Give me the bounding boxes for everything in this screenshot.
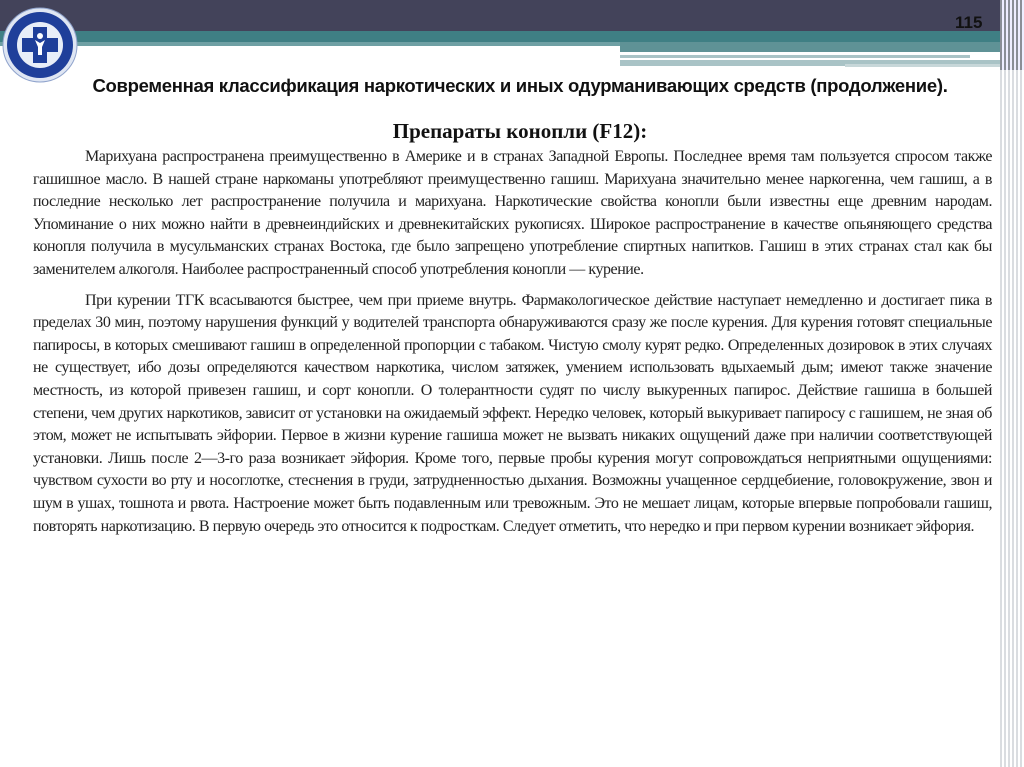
page-number: 115 (955, 13, 983, 32)
header-band-teal-light (0, 42, 620, 46)
right-edge-lines-top (1000, 0, 1024, 70)
header-stripe (845, 64, 1000, 67)
slide-subtitle: Препараты конопли (F12): (392, 119, 648, 143)
header-band-teal (0, 31, 1000, 42)
logo (2, 7, 78, 83)
header-stripe (620, 42, 1000, 52)
header-stripe (620, 55, 970, 58)
header-band-dark (0, 0, 1000, 31)
paragraph: Марихуана распространена преимущественно в Америке и в странах Западной Европы. Последнее время там пользуется спросом также гашишное масло. В нашей стране наркоманы употребляют преимущественно гашиш. Марихуана значительно менее наркогенна, чем гашиш, а в последние несколько лет распространение получила и марихуана. Наркотические свойства конопли были известны еще древним народам. Упоминание о них можно найти в древнеиндийских и древнекитайских рукописях. Широкое распространение в качестве опьяняющего средства конопля получила в мусульманских странах Востока, где было запрещено употребление спиртных напитков. Гашиш в этих странах стал как бы заменителем алкоголя. Наиболее распространенный способ употребления конопли — курение. (33, 148, 992, 278)
right-edge-lines (1000, 0, 1024, 767)
slide-title: Современная классификация наркотических и иных одурманивающих средств (продолжение). (92, 75, 948, 96)
body-text (33, 146, 992, 546)
paragraph: При курении ТГК всасываются быстрее, чем при приеме внутрь. Фармакологическое действие наступает немедленно и достигает пика в пределах 30 мин, поэтому нарушения функций у водителей транспорта обнаруживаются сразу же после курения. Для курения готовят специальные папиросы, в которых смешивают гашиш в определенной пропорции с табаком. Чистую смолу курят редко. Определенных дозировок в этих случаях не существует, ибо дозы определяются качеством наркотика, числом затяжек, умением использовать вдыхаемый дым; имеют также значение местность, из которой привезен гашиш, и сорт конопли. О толерантности судят по числу выкуренных папирос. Действие гашиша в большей степени, чем других наркотиков, зависит от установки на ожидаемый эффект. Нередко человек, который выкуривает папиросу с гашишем, не зная об этом, может не испытывать эйфории. Первое в жизни курение гашиша может не вызвать никаких ощущений даже при наличии соответствующей установки. Лишь после 2—3-го раза возникает эйфория. Кроме того, первые пробы курения могут сопровождаться неприятными ощущениями: чувством сухости во рту и носоглотке, стеснения в груди, затрудненностью дыхания. Возможны учащенное сердцебиение, головокружение, звон и шум в ушах, тошнота и рвота. Настроение может быть подавленным или тревожным. Это не мешает лицам, которые впервые попробовали гашиш, повторять наркотизацию. В первую очередь это относится к подросткам. Следует отметить, что нередко и при первом курении возникает эйфория. (33, 291, 992, 535)
